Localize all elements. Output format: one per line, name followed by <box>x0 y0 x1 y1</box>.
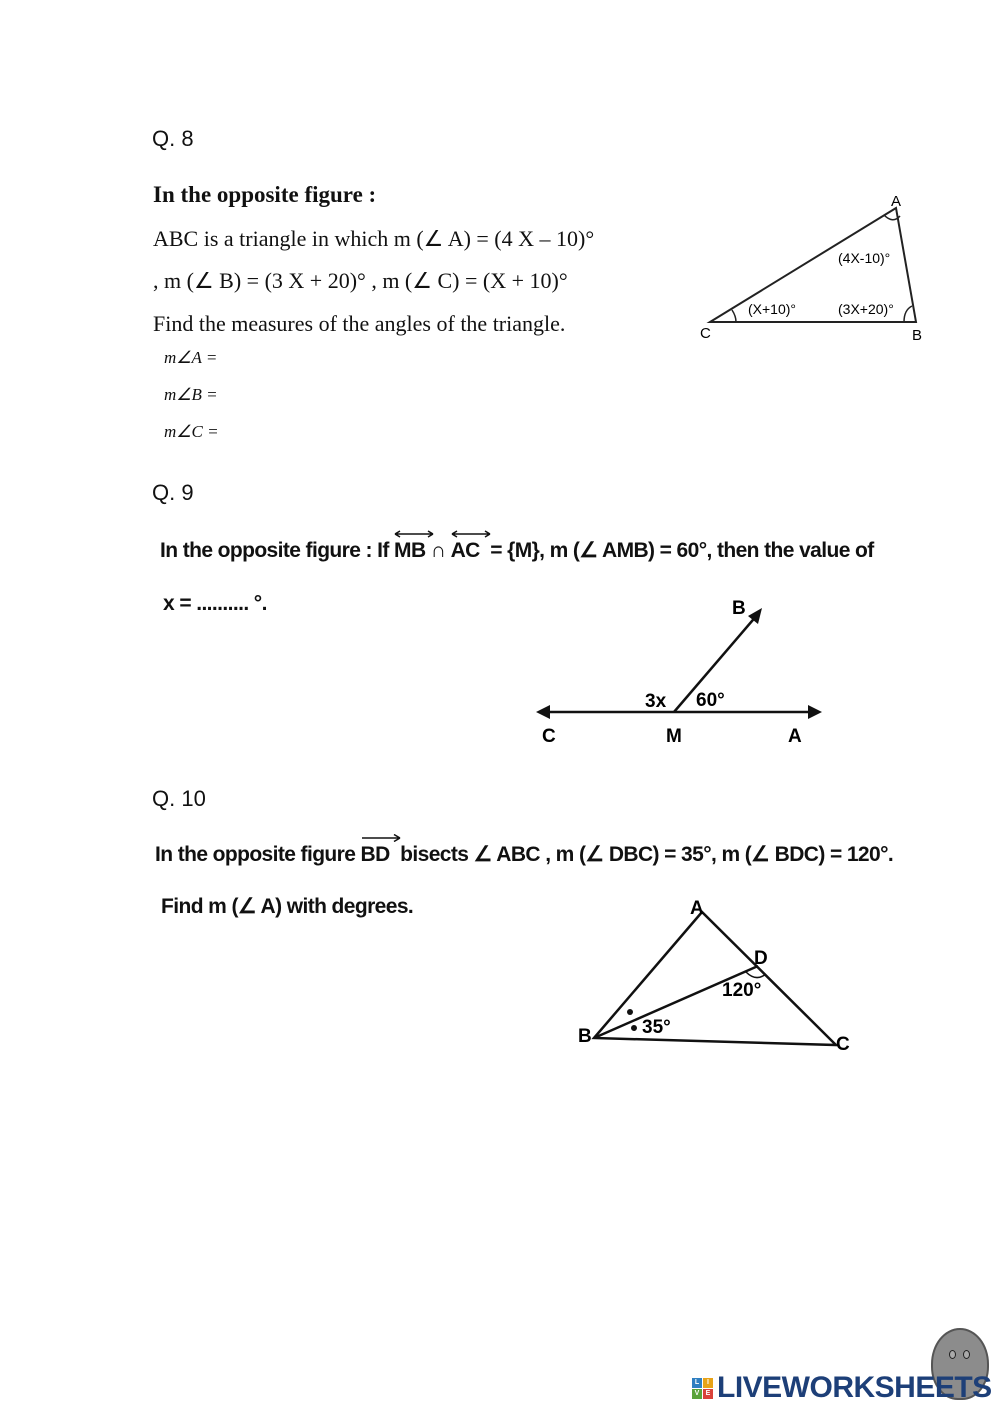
q10-text <box>155 842 893 867</box>
answer-angle-a[interactable]: m∠A = <box>164 348 218 367</box>
point-b-label: B <box>732 598 746 619</box>
answer-angle-b[interactable]: m∠B = <box>164 385 218 404</box>
angle-35-label: 35° <box>642 1017 671 1038</box>
liveworksheets-brand[interactable] <box>692 1372 992 1404</box>
angle-120-label: 120° <box>722 980 762 1001</box>
q10-triangle-figure <box>570 890 870 1070</box>
q9-text <box>160 538 874 563</box>
vertex-a: A <box>891 193 902 210</box>
point-a-label: A <box>788 726 802 747</box>
q10-label: Q. 10 <box>152 786 206 811</box>
arrow-left-head <box>536 705 550 719</box>
answer-angle-c[interactable]: m∠C = <box>164 422 219 441</box>
q8-heading: In the opposite figure : <box>153 182 377 207</box>
q10-text-suffix: bisects ∠ ABC , m (∠ DBC) = 35°, m (∠ BDC) = 120°. <box>400 843 894 866</box>
intersect-symbol: ∩ <box>430 539 446 562</box>
segment-bd <box>594 966 758 1038</box>
angle-3x-label: 3x <box>645 691 667 712</box>
point-c-label: C <box>542 726 556 747</box>
point-b-label: B <box>578 1026 592 1047</box>
brand-name: LIVEWORKSHEETS <box>717 1371 992 1404</box>
point-d-label: D <box>754 948 768 969</box>
point-c-label: C <box>836 1034 850 1055</box>
angle-b-label: (3X+20)° <box>838 301 894 317</box>
q9-text-prefix: In the opposite figure : If <box>160 539 389 562</box>
q8-line3: Find the measures of the angles of the triangle. <box>153 311 566 336</box>
q8-triangle-figure <box>690 188 940 348</box>
vertex-c: C <box>700 325 711 342</box>
arrow-right-head <box>808 705 822 719</box>
ray-arrow-icon <box>361 834 401 842</box>
q9-angle-figure <box>530 592 830 752</box>
angle-c-arc <box>732 310 736 322</box>
liveworksheets-logo-icon: L I V E <box>692 1378 713 1399</box>
ray-mb: MB <box>394 539 425 563</box>
q8-line2: , m (∠ B) = (3 X + 20)° , m (∠ C) = (X + 10)° <box>153 268 568 293</box>
vertex-b: B <box>912 327 923 344</box>
bisect-mark-upper <box>627 1009 633 1015</box>
ray-bd: BD <box>361 843 390 867</box>
point-a-label: A <box>690 898 704 919</box>
angle-60-label: 60° <box>696 690 725 711</box>
q10-text-prefix: In the opposite figure <box>155 843 356 866</box>
line-arrow-icon <box>451 530 491 538</box>
q8-line1: ABC is a triangle in which m (∠ A) = (4 X – 10)° <box>153 226 595 251</box>
q10-line2: Find m (∠ A) with degrees. <box>161 895 414 918</box>
q9-answer-blank[interactable]: x = .......... °. <box>163 592 267 615</box>
bisect-mark-lower <box>631 1025 637 1031</box>
line-arrow-icon <box>394 530 434 538</box>
q8-label: Q. 8 <box>152 126 194 151</box>
angle-b-arc <box>904 306 912 322</box>
angle-a-label: (4X-10)° <box>838 250 891 266</box>
angle-c-label: (X+10)° <box>748 301 797 317</box>
point-m-label: M <box>666 726 682 747</box>
triangle-abc <box>594 912 836 1045</box>
q9-label: Q. 9 <box>152 480 194 505</box>
q9-text-suffix: = {M}, m (∠ AMB) = 60°, then the value of <box>490 539 874 562</box>
ray-ac: AC <box>451 539 480 563</box>
